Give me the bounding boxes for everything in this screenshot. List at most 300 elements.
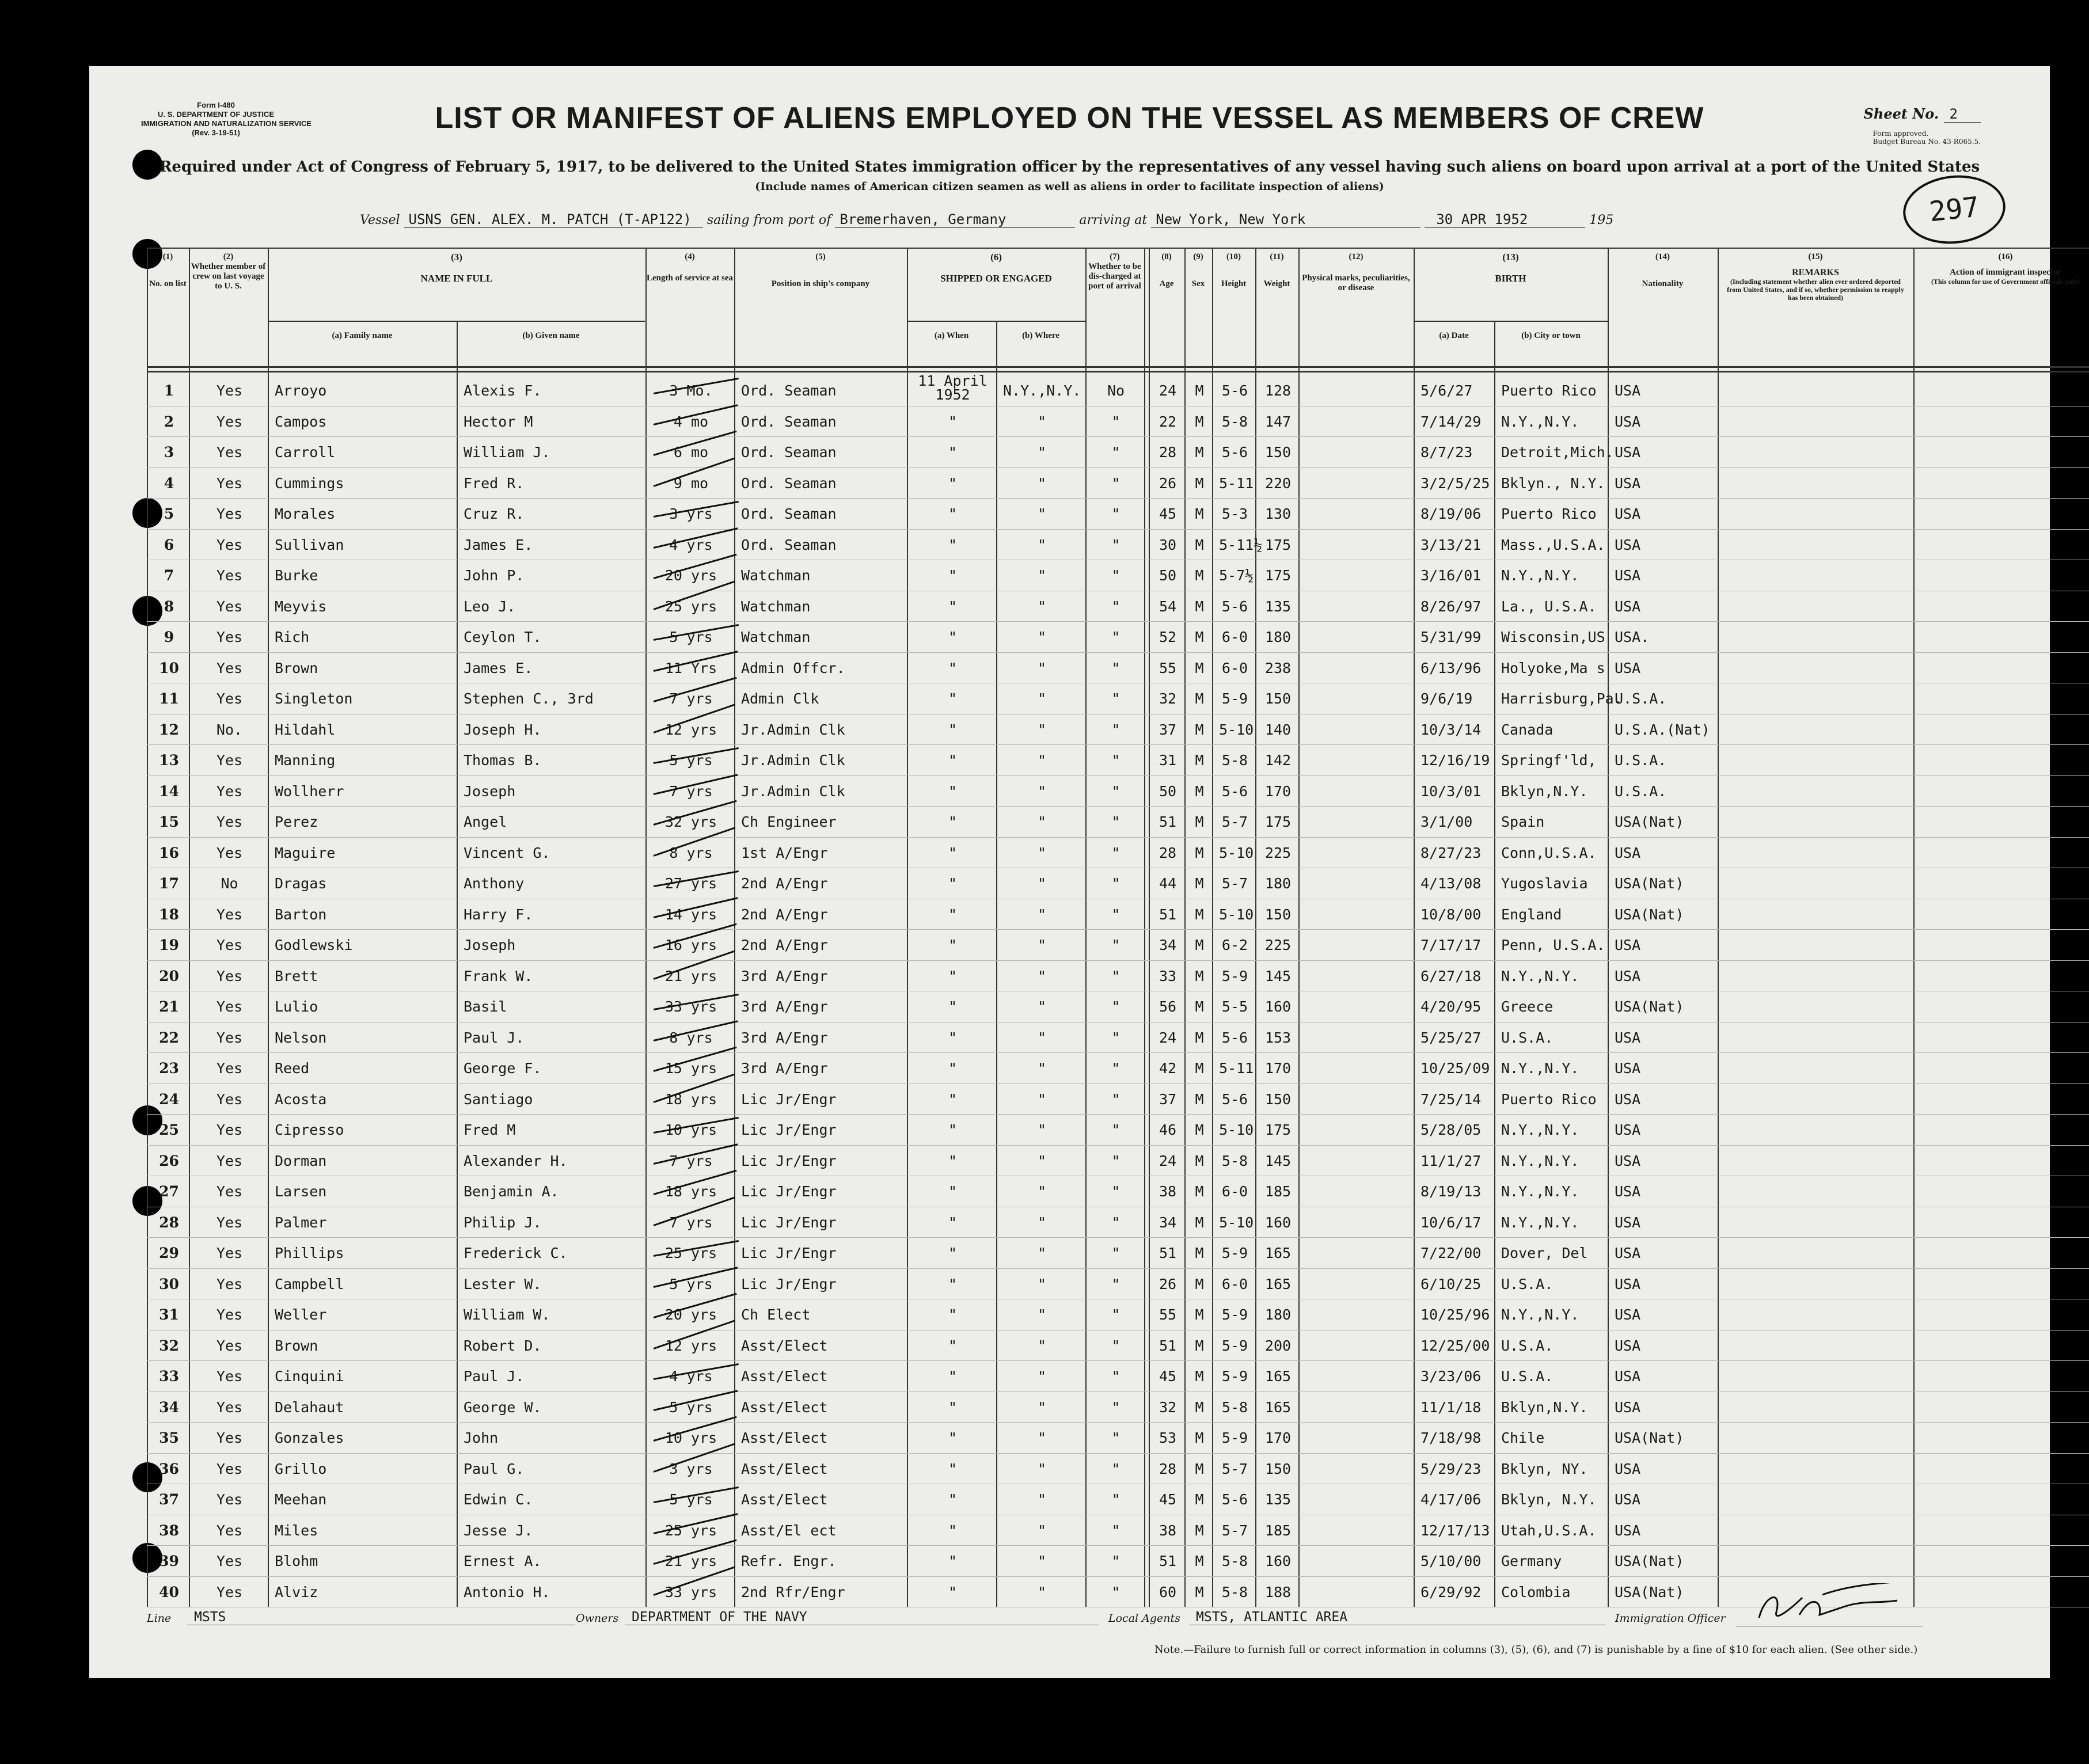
birth-place: Spain [1501,813,1545,830]
form-approval [1873,130,1981,146]
given-name: Hector M [464,413,533,430]
shipped-where: " [1037,1029,1047,1046]
service-length: 6 mo [673,444,709,461]
shipped-where: " [1037,690,1047,707]
birth-date: 3/1/00 [1420,813,1473,830]
height: 5-7 [1221,1460,1248,1477]
family-name: Wollherr [275,782,344,800]
row-number: 11 [159,690,179,707]
ship-position: Asst/El ect [741,1522,837,1539]
crew-last-voyage: Yes [216,505,243,522]
shipped-when: " [948,474,958,492]
birth-place: Bklyn., N.Y. [1501,474,1605,492]
birth-place: Conn,U.S.A. [1501,844,1597,861]
shipped-where: " [1037,967,1047,984]
given-name: Anthony [464,875,525,892]
table-row [147,1299,2089,1329]
weight: 145 [1264,1152,1292,1169]
discharge-flag: " [1111,875,1121,892]
given-name: Joseph [464,937,516,953]
nationality: USA [1615,844,1641,861]
birth-place: Canada [1501,721,1554,738]
nationality: USA [1615,1090,1641,1108]
family-name: Hildahl [275,721,336,738]
weight: 150 [1264,444,1292,461]
service-length: 10 yrs [664,1430,717,1446]
table-row [147,899,2089,929]
crew-table [147,248,2089,1606]
crew-last-voyage: Yes [216,536,243,553]
weight: 180 [1264,1306,1292,1323]
discharge-flag: " [1111,1245,1121,1261]
col-birth-header: (13) BIRTH [1495,252,1526,284]
service-length: 25 yrs [664,1245,717,1261]
weight: 165 [1264,1245,1292,1261]
shipped-when: " [948,906,958,923]
birth-place: N.Y.,N.Y. [1501,1183,1579,1200]
col-sex-header: (9) Sex [1191,252,1205,288]
nationality: USA [1615,1152,1641,1169]
crew-last-voyage: Yes [216,1306,243,1323]
sex: M [1195,1183,1204,1200]
birth-date: 7/18/98 [1420,1430,1482,1446]
ship-position: Jr.Admin Clk [741,752,845,769]
shipped-when: " [948,782,958,800]
sex: M [1195,782,1204,800]
nationality: USA [1615,1060,1641,1077]
birth-place: Germany [1501,1553,1562,1569]
table-row [147,406,2089,436]
birth-date: 4/13/08 [1420,875,1482,892]
family-name: Grillo [275,1460,327,1477]
row-number: 21 [159,998,179,1015]
crew-last-voyage: Yes [216,1152,243,1169]
height: 5-7 [1221,813,1248,830]
nationality: USA [1615,536,1641,553]
shipped-when: " [948,1060,958,1077]
row-number: 37 [159,1491,179,1508]
height: 6-0 [1221,1275,1248,1292]
given-name: John [464,1430,499,1446]
nationality: USA [1615,1275,1641,1292]
ship-position: Admin Offcr. [741,659,845,676]
weight: 160 [1264,1214,1292,1231]
given-name: Harry F. [464,906,533,923]
given-name: Alexander H. [464,1152,568,1169]
nationality: USA [1615,1245,1641,1261]
ship-position: 3rd A/Engr [741,1029,828,1046]
age: 22 [1159,413,1177,430]
row-number: 6 [164,536,174,553]
crew-last-voyage: Yes [216,474,243,492]
agents-label: Local Agents [1108,1612,1180,1625]
ship-position: Asst/Elect [741,1398,828,1416]
sex: M [1195,382,1204,399]
age: 44 [1159,875,1177,892]
given-name: Paul J. [464,1029,525,1046]
given-name: Benjamin A. [464,1183,559,1200]
row-number: 8 [164,598,174,615]
crew-last-voyage: Yes [216,998,243,1015]
col-no-header: (1) No. on list [149,252,187,288]
birth-date: 3/23/06 [1420,1368,1482,1385]
birth-place: U.S.A. [1501,1029,1554,1046]
birth-date: 3/16/01 [1420,567,1482,584]
discharge-flag: " [1111,1121,1121,1138]
shipped-when: " [948,844,958,861]
shipped-when: " [948,967,958,984]
family-name: Singleton [275,690,353,707]
row-number: 29 [159,1245,179,1261]
birth-date: 6/29/92 [1420,1583,1482,1600]
sex: M [1195,1398,1204,1416]
table-row [147,1207,2089,1237]
ship-position: Asst/Elect [741,1491,828,1508]
crew-last-voyage: Yes [216,1430,243,1446]
form-revision: (Rev. 3-19-51) [192,128,240,137]
table-row [147,683,2089,713]
family-name: Campbell [275,1275,344,1292]
birth-date: 5/31/99 [1420,629,1482,645]
row-number: 34 [159,1398,179,1416]
height: 5-6 [1221,444,1248,461]
table-row [147,1022,2089,1052]
crew-last-voyage: Yes [216,1275,243,1292]
shipped-when: " [948,1121,958,1138]
service-length: 3 yrs [669,505,713,522]
ship-position: Lic Jr/Engr [741,1183,837,1200]
row-number: 23 [159,1060,179,1077]
family-name: Weller [275,1306,327,1323]
col-birth-date-header: (a) Date [1439,331,1469,340]
year-suffix: 195 [1589,213,1614,227]
shipped-when: " [948,1553,958,1569]
family-name: Cipresso [275,1121,344,1138]
shipped-when: " [948,1183,958,1200]
birth-date: 3/13/21 [1420,536,1482,553]
arriving-label: arriving at [1079,213,1148,227]
discharge-flag: " [1111,1398,1121,1416]
shipped-when: " [948,1337,958,1354]
table-row [147,1146,2089,1175]
height: 5-9 [1221,1306,1248,1323]
arrival-date: 30 APR 1952 [1425,211,1585,228]
nationality: USA(Nat) [1615,813,1684,830]
crew-last-voyage: Yes [216,1245,243,1261]
given-name: Frederick C. [464,1245,568,1261]
nationality: USA(Nat) [1615,906,1684,923]
row-number: 2 [164,413,174,430]
height: 5-5 [1221,998,1248,1015]
discharge-flag: " [1111,844,1121,861]
shipped-where: " [1037,1460,1047,1477]
shipped-where: " [1037,752,1047,769]
service-length: 18 yrs [664,1183,717,1200]
vessel-name: USNS GEN. ALEX. M. PATCH (T-AP122) [404,211,703,228]
weight: 130 [1264,505,1292,522]
nationality: U.S.A. [1615,782,1667,800]
ship-position: 2nd A/Engr [741,875,828,892]
service-length: 4 mo [673,413,709,430]
table-row [147,1176,2089,1206]
family-name: Blohm [275,1553,318,1569]
birth-place: Puerto Rico [1501,505,1597,522]
weight: 165 [1264,1368,1292,1385]
age: 45 [1159,1491,1177,1508]
table-row [147,468,2089,497]
weight: 175 [1264,813,1292,830]
shipped-when: " [948,1275,958,1292]
ship-position: 3rd A/Engr [741,1060,828,1077]
birth-date: 7/14/29 [1420,413,1482,430]
crew-last-voyage: Yes [216,1090,243,1108]
nationality: USA [1615,1337,1641,1354]
table-row [147,745,2089,774]
crew-last-voyage: Yes [216,967,243,984]
birth-place: Greece [1501,998,1554,1015]
shipped-where: " [1037,598,1047,615]
age: 31 [1159,752,1177,769]
birth-place: Harrisburg,Pa. [1501,690,1623,707]
ship-position: Ord. Seaman [741,536,837,553]
shipped-when: " [948,875,958,892]
service-length: 8 yrs [669,844,713,861]
family-name: Cinquini [275,1368,344,1385]
height: 5-8 [1221,1152,1248,1169]
crew-last-voyage: Yes [216,752,243,769]
given-name: Edwin C. [464,1491,533,1508]
family-name: Delahaut [275,1398,344,1416]
age: 28 [1159,844,1177,861]
given-name: James E. [464,659,533,676]
row-number: 28 [159,1214,179,1231]
height: 5-7 [1221,1522,1248,1539]
weight: 150 [1264,690,1292,707]
crew-last-voyage: Yes [216,937,243,953]
table-row [147,653,2089,682]
ship-position: 3rd A/Engr [741,998,828,1015]
nationality: USA(Nat) [1615,1430,1684,1446]
ship-position: 2nd A/Engr [741,906,828,923]
age: 51 [1159,813,1177,830]
shipped-when: " [948,567,958,584]
age: 51 [1159,906,1177,923]
discharge-flag: " [1111,598,1121,615]
birth-place: Bklyn,N.Y. [1501,1398,1588,1416]
given-name: Antonio H. [464,1583,550,1600]
service-length: 14 yrs [664,906,717,923]
ship-position: Ord. Seaman [741,444,837,461]
row-number: 24 [159,1090,179,1108]
shipped-when: " [948,1522,958,1539]
document-subtitle: Required under Act of Congress of February 5, 1917, to be delivered to the United States immigration officer by the representatives of any vessel having such aliens on board upon arrival at a port of the United States [159,158,1980,176]
given-name: John P. [464,567,525,584]
col-birth-place-header: (b) City or town [1521,331,1581,340]
height: 5-6 [1221,782,1248,800]
shipped-where: " [1037,536,1047,553]
age: 24 [1159,1029,1177,1046]
owners-value: DEPARTMENT OF THE NAVY [625,1610,1099,1625]
ship-position: Ch Engineer [741,813,837,830]
weight: 175 [1264,1121,1292,1138]
weight: 170 [1264,1060,1292,1077]
given-name: Paul J. [464,1368,525,1385]
birth-date: 9/6/19 [1420,690,1473,707]
service-length: 27 yrs [664,875,717,892]
penalty-note: Note.—Failure to furnish full or correct information in columns (3), (5), (6), and (7) is punishable by a fine of $10 for each alien. (See other side.) [1154,1644,1918,1656]
nationality: USA. [1615,629,1650,645]
service-length: 5 yrs [669,752,713,769]
discharge-flag: " [1111,1029,1121,1046]
height: 5-9 [1221,1245,1248,1261]
table-row [147,1053,2089,1082]
discharge-flag: " [1111,1430,1121,1446]
ship-position: Ord. Seaman [741,474,837,492]
birth-date: 3/2/5/25 [1420,474,1490,492]
service-name: IMMIGRATION AND NATURALIZATION SERVICE [141,119,312,128]
table-row [147,622,2089,651]
line-value: MSTS [187,1610,575,1625]
given-name: Angel [464,813,507,830]
height: 5-10 [1219,844,1254,861]
crew-last-voyage: Yes [216,1460,243,1477]
weight: 220 [1264,474,1292,492]
sheet-number-label: Sheet No. [1863,105,1939,122]
ship-position: Ord. Seaman [741,505,837,522]
birth-date: 5/10/00 [1420,1553,1482,1569]
height: 5-7 [1221,875,1248,892]
sex: M [1195,1583,1204,1600]
shipped-where: " [1037,1337,1047,1354]
col-shipped-header: (6) SHIPPED OR ENGAGED [940,252,1052,284]
height: 5-6 [1221,598,1248,615]
weight: 185 [1264,1522,1292,1539]
department: U. S. DEPARTMENT OF JUSTICE [158,110,274,119]
birth-place: N.Y.,N.Y. [1501,1306,1579,1323]
weight: 160 [1264,998,1292,1015]
table-row [147,1269,2089,1298]
ship-position: Asst/Elect [741,1368,828,1385]
height: 5-10 [1219,1121,1254,1138]
family-name: Godlewski [275,937,353,953]
row-number: 13 [159,752,179,769]
discharge-flag: " [1111,1522,1121,1539]
service-length: 5 yrs [669,1275,713,1292]
weight: 145 [1264,967,1292,984]
height: 5-9 [1221,690,1248,707]
height: 5-7½ [1219,567,1254,584]
birth-place: Detroit,Mich. [1501,444,1614,461]
shipped-when: " [948,1214,958,1231]
nationality: USA [1615,1460,1641,1477]
given-name: Paul G. [464,1460,525,1477]
birth-date: 12/16/19 [1420,752,1490,769]
crew-last-voyage: Yes [216,1491,243,1508]
service-length: 21 yrs [664,967,717,984]
sex: M [1195,721,1204,738]
family-name: Acosta [275,1090,327,1108]
nationality: USA [1615,1491,1641,1508]
sex: M [1195,1245,1204,1261]
discharge-flag: " [1111,536,1121,553]
age: 33 [1159,967,1177,984]
nationality: U.S.A.(Nat) [1615,721,1710,738]
height: 5-9 [1221,1368,1248,1385]
shipped-where: " [1037,1522,1047,1539]
sex: M [1195,1522,1204,1539]
weight: 160 [1264,1553,1292,1569]
shipped-where: " [1037,721,1047,738]
birth-date: 12/17/13 [1420,1522,1490,1539]
sex: M [1195,598,1204,615]
budget-bureau-text: Budget Bureau No. 43-R065.5. [1872,138,1981,146]
age: 30 [1159,536,1177,553]
row-number: 18 [159,906,179,923]
weight: 150 [1264,1460,1292,1477]
discharge-flag: " [1111,782,1121,800]
service-length: 33 yrs [664,1583,717,1600]
nationality: USA(Nat) [1615,875,1684,892]
family-name: Cummings [275,474,344,492]
document-title: LIST OR MANIFEST OF ALIENS EMPLOYED ON THE VESSEL AS MEMBERS OF CREW [435,101,1704,135]
birth-place: Penn, U.S.A. [1501,937,1605,953]
sex: M [1195,1275,1204,1292]
shipped-where: " [1037,1060,1047,1077]
birth-date: 7/25/14 [1420,1090,1482,1108]
nationality: USA(Nat) [1615,998,1684,1015]
service-length: 5 yrs [669,1398,713,1416]
col-service-header: (4) Length of service at sea [647,252,733,283]
family-name: Brett [275,967,318,984]
height: 5-9 [1221,1337,1248,1354]
given-name: Fred M [464,1121,516,1138]
weight: 165 [1264,1275,1292,1292]
table-row [147,1546,2089,1575]
service-length: 11 Yrs [664,659,717,676]
birth-place: U.S.A. [1501,1275,1554,1292]
height: 5-6 [1221,382,1248,399]
birth-date: 6/13/96 [1420,659,1482,676]
age: 42 [1159,1060,1177,1077]
height: 5-8 [1221,752,1248,769]
weight: 150 [1264,906,1292,923]
sex: M [1195,1214,1204,1231]
birth-place: Mass.,U.S.A. [1501,536,1605,553]
crew-last-voyage: No [221,875,238,892]
discharge-flag: " [1111,1152,1121,1169]
given-name: Alexis F. [464,382,542,399]
family-name: Gonzales [275,1430,344,1446]
birth-date: 7/22/00 [1420,1245,1482,1261]
row-number: 10 [159,659,179,676]
crew-last-voyage: Yes [216,690,243,707]
birth-place: Colombia [1501,1583,1571,1600]
discharge-flag: " [1111,1060,1121,1077]
shipped-when: " [948,1368,958,1385]
given-name: Santiago [464,1090,533,1108]
sex: M [1195,1337,1204,1354]
service-length: 8 yrs [669,1029,713,1046]
given-name: Basil [464,998,507,1015]
discharge-flag: " [1111,1491,1121,1508]
discharge-flag: " [1111,906,1121,923]
row-number: 3 [164,444,174,461]
page-number-stamp: 297 [1900,170,2008,249]
table-row [147,838,2089,867]
service-length: 12 yrs [664,1337,717,1354]
ship-position: Asst/Elect [741,1337,828,1354]
birth-date: 5/29/23 [1420,1460,1482,1477]
